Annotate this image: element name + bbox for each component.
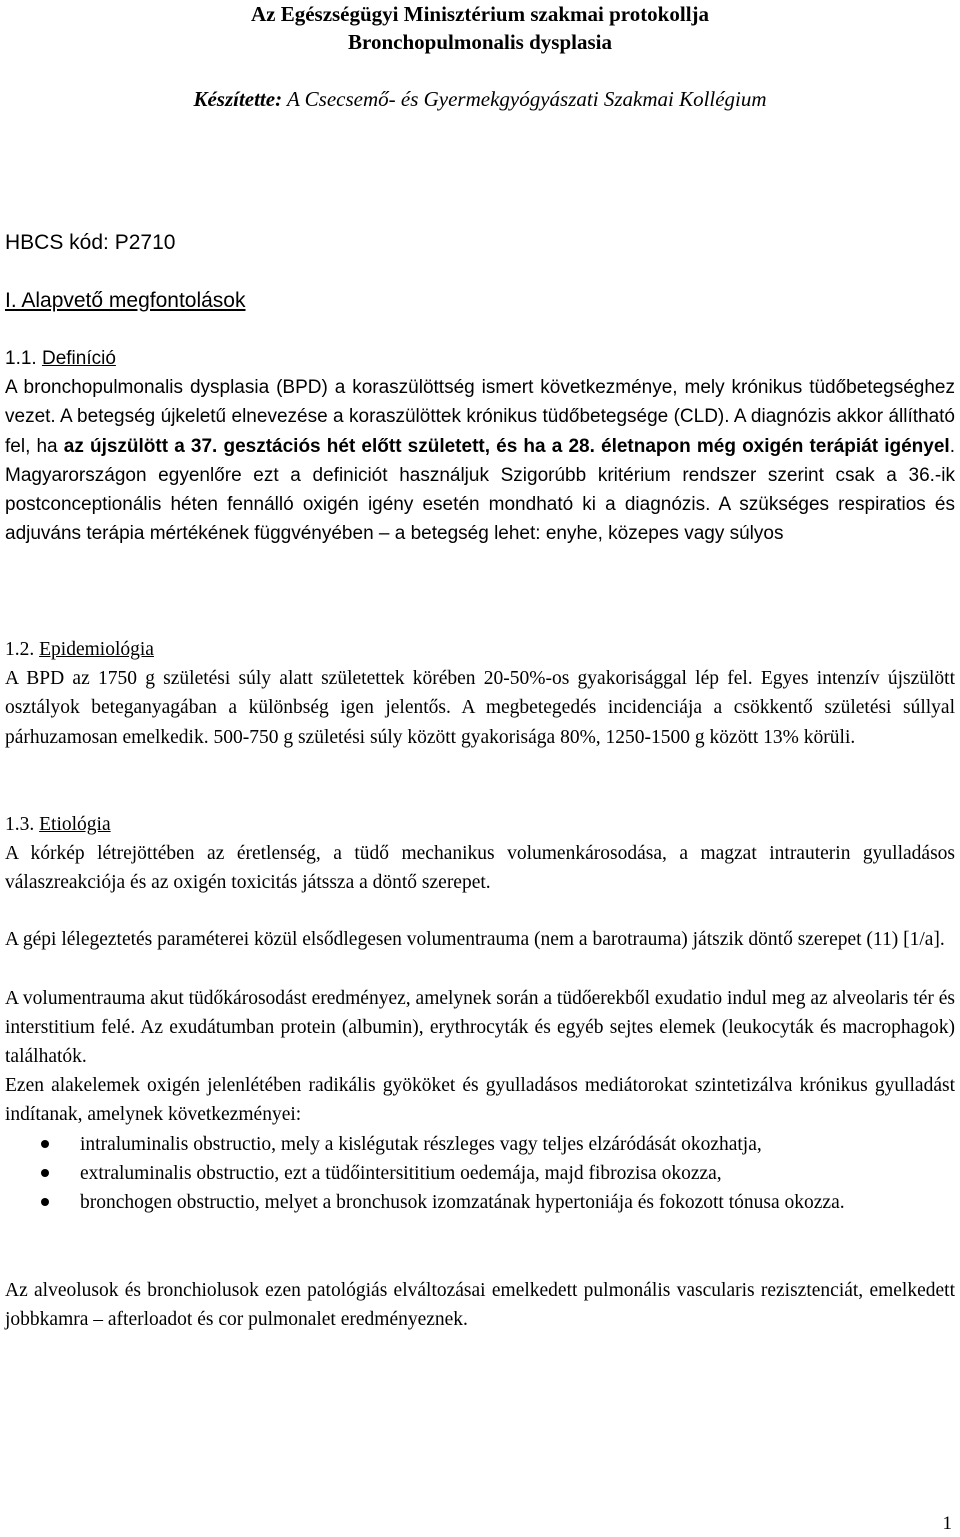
epidemiology-number: 1.2. <box>5 639 40 660</box>
etiology-paragraph-3: A volumentrauma akut tüdőkárosodást eredményez, amelynek során a tüdőerekből exudatio indul meg az alveolaris tér és interstitium felé. Az exudátumban protein (albumin), erythrocyták és egyéb sejtes elemek (leukocyták és macrophagok) találhatók. <box>5 988 955 1068</box>
etiology-text-1: A kórkép létrejöttében az éretlenség, a tüdő mechanikus volumenkárosodása, a magzat intrauterin gyulladásos válaszreakciója és az oxigén toxicitás játssza a döntő szerepet. <box>5 843 955 894</box>
etiology-number: 1.3. <box>5 814 40 835</box>
etiology-paragraph-2: A gépi lélegeztetés paraméterei közül elsődlegesen volumentrauma (nem a barotrauma) játszik döntő szerepet (11) [1/a]. <box>5 929 945 950</box>
bullet-icon <box>41 1198 49 1206</box>
author-label: Készítette: <box>193 87 283 111</box>
bullet-icon <box>41 1169 49 1177</box>
definition-text-2: . Magyarországon egyenlőre ezt a definiciót használjuk Szigorúbb kritérium rendszer szerint csak a 36.-ik postconceptionális héten fennálló oxigén igény esetén mondható ki a diagnózis. A szükséges respiratios és adjuváns terápia mértékének függvényében – a betegség lehet: enyhe, közepes vagy súlyos <box>5 435 955 545</box>
etiology-section <box>5 810 955 898</box>
definition-section <box>5 344 955 548</box>
definition-heading: Definíció <box>41 348 116 369</box>
etiology-paragraph-4: Ezen alakelemek oxigén jelenlétében radikális gyököket és gyulladásos mediátorokat szintetizálva krónikus gyulladást indítanak, amelynek következményei: <box>5 1075 955 1126</box>
list-item <box>5 1159 955 1188</box>
definition-bold-criteria: az újszülött a 37. gesztációs hét előtt született, és ha a 28. életnapon még oxigén terápiát igényel <box>63 435 950 457</box>
author-value: A Csecsemő- és Gyermekgyógyászati Szakmai Kollégium <box>282 87 767 111</box>
list-item-text: intraluminalis obstructio, mely a kislégutak részleges vagy teljes elzáródását okozhatja, <box>80 1134 762 1155</box>
document-title-line-1: Az Egészségügyi Minisztérium szakmai protokollja <box>250 2 710 26</box>
page-number: 1 <box>942 1513 952 1534</box>
epidemiology-section <box>5 635 955 752</box>
list-item <box>5 1188 955 1217</box>
author-line <box>0 85 960 113</box>
document-title-line-2: Bronchopulmonalis dysplasia <box>348 30 612 54</box>
bullet-icon <box>41 1140 49 1148</box>
definition-text-1: A bronchopulmonalis dysplasia (BPD) a koraszülöttség ismert következménye, mely krónikus tüdőbetegséghez vezet. A betegség újkeletű elnevezése a koraszülöttek krónikus tüdőbetegsége (CLD). A diagnózis akkor állítható fel, ha <box>5 377 955 457</box>
chapter-title: I. Alapvető megfontolások <box>5 289 246 312</box>
definition-number: 1.1. <box>5 348 42 369</box>
list-item-text: bronchogen obstructio, melyet a bronchusok izomzatának hypertoniája és fokozott tónusa okozza. <box>80 1192 845 1214</box>
hbcs-code: HBCS kód: P2710 <box>5 231 176 254</box>
list-item-text: extraluminalis obstructio, ezt a tüdőintersititium oedemája, majd fibrozisa okozza, <box>80 1163 722 1185</box>
epidemiology-text: A BPD az 1750 g születési súly alatt születettek körében 20-50%-os gyakorisággal lép fel. Egyes intenzív újszülött osztályok beteganyagában a különbség igen jelentős. A megbetegedés incidenciája a csökkentő születési súllyal párhuzamosan emelkedik. 500-750 g születési súly között gyakorisága 80%, 1250-1500 g között 13% körüli. <box>5 668 955 748</box>
etiology-paragraph-5: Az alveolusok és bronchiolusok ezen patológiás elváltozásai emelkedett pulmonális vascularis rezisztenciát, emelkedett jobbkamra – afterloadot és cor pulmonalet eredményeznek. <box>5 1280 955 1331</box>
consequence-list <box>5 1130 955 1218</box>
list-item <box>5 1130 955 1159</box>
epidemiology-heading: Epidemiológia <box>39 639 154 660</box>
etiology-heading: Etiológia <box>39 814 111 835</box>
